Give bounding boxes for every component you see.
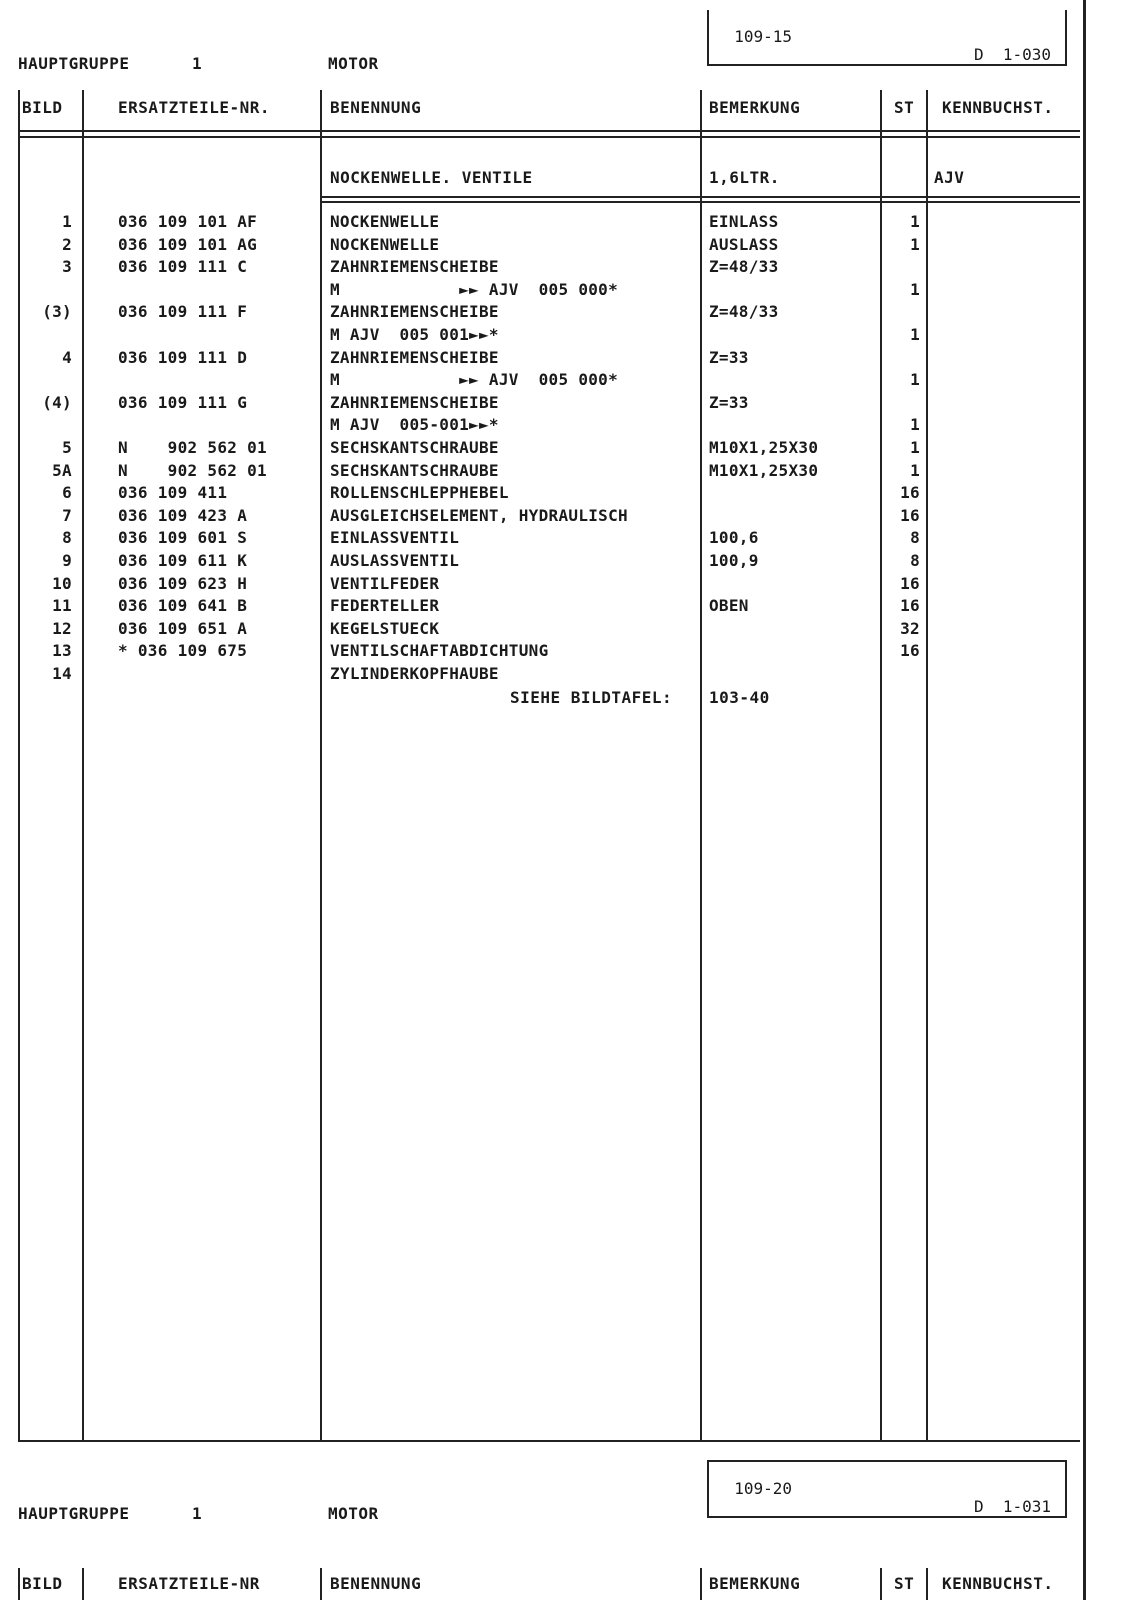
row-part-no: 036 109 423 A (118, 505, 248, 525)
row-name: ZAHNRIEMENSCHEIBE (330, 302, 499, 322)
row-bild: (4) (42, 392, 72, 412)
row-qty: 16 (900, 596, 920, 616)
row-name: VENTILFEDER (330, 573, 440, 593)
row-name: KEGELSTUECK (330, 618, 440, 638)
row-name: SECHSKANTSCHRAUBE (330, 438, 499, 457)
next-col-name: BENENNUNG (330, 1574, 422, 1593)
row-bild: 13 (52, 641, 72, 661)
row-part-no: 036 109 611 K (118, 551, 248, 570)
row-remark: Z=33 (709, 392, 749, 412)
row-part-no: * 036 109 675 (118, 641, 248, 661)
col-line-remark (880, 90, 882, 1440)
row-part-no: 036 109 651 A (118, 618, 248, 638)
next-col-line-remark (880, 1568, 882, 1600)
next-col-code: KENNBUCHST. (942, 1574, 1054, 1593)
row-qty: 16 (900, 573, 920, 593)
next-col-remark: BEMERKUNG (709, 1574, 801, 1593)
row-remark: 100,6 (709, 528, 759, 548)
row-bild: 14 (52, 664, 72, 683)
row-part-no: 036 109 111 G (118, 392, 248, 412)
row-name: VENTILSCHAFTABDICHTUNG (330, 641, 549, 661)
row-name: AUSGLEICHSELEMENT, HYDRAULISCH (330, 505, 628, 525)
row-name: ZAHNRIEMENSCHEIBE (330, 347, 499, 367)
next-col-qty: ST (894, 1574, 915, 1593)
col-part-no: ERSATZTEILE-NR. (118, 98, 270, 117)
row-remark: 100,9 (709, 551, 759, 570)
row-qty: 1 (910, 438, 920, 457)
row-bild: 1 (62, 212, 72, 231)
row-part-no: N 902 562 01 (118, 460, 267, 480)
col-code: KENNBUCHST. (942, 98, 1054, 117)
col-line-name (700, 90, 702, 1440)
see-also-ref: 103-40 (709, 688, 770, 707)
col-line-bild (82, 90, 84, 1440)
row-bild: 5A (52, 460, 72, 480)
row-bild: 6 (62, 483, 72, 503)
row-remark: OBEN (709, 596, 749, 616)
row-qty: 16 (900, 641, 920, 661)
section-remark: 1,6LTR. (709, 168, 780, 187)
row-bild: 5 (62, 438, 72, 457)
row-name: ZAHNRIEMENSCHEIBE (330, 392, 499, 412)
row-qty: 1 (910, 325, 920, 344)
row-bild: 12 (52, 618, 72, 638)
next-col-line-name (700, 1568, 702, 1600)
bottom-ref-left: 109-20 (734, 1479, 793, 1498)
row-bild: 7 (62, 505, 72, 525)
next-col-line-qty (926, 1568, 928, 1600)
next-col-part-no: ERSATZTEILE-NR (118, 1574, 260, 1593)
row-part-no: 036 109 101 AF (118, 212, 258, 231)
row-qty: 1 (910, 460, 920, 480)
row-qty: 1 (910, 279, 920, 299)
row-name: AUSLASSVENTIL (330, 551, 460, 570)
row-bild: (3) (42, 302, 72, 322)
right-page-border (1083, 0, 1086, 1600)
row-qty: 1 (910, 212, 920, 231)
top-ref-left: 109-15 (734, 27, 793, 46)
row-part-no: N 902 562 01 (118, 438, 267, 457)
row-name: NOCKENWELLE (330, 212, 440, 231)
row-name: M ►► AJV 005 000* (330, 370, 619, 390)
header-rule-1 (18, 130, 1080, 132)
section-rule-1 (320, 196, 1080, 198)
row-name: M ►► AJV 005 000* (330, 279, 619, 299)
row-remark: Z=48/33 (709, 257, 779, 277)
group-number: 1 (192, 54, 203, 73)
row-qty: 1 (910, 234, 920, 254)
next-group-label: HAUPTGRUPPE (18, 1504, 130, 1523)
row-name: EINLASSVENTIL (330, 528, 460, 548)
row-qty: 16 (900, 483, 920, 503)
bottom-reference (707, 1460, 1067, 1518)
top-ref-right: D 1-030 (973, 45, 1051, 64)
row-remark: AUSLASS (709, 234, 779, 254)
bottom-ref-right: D 1-031 (973, 1497, 1051, 1516)
group-label: HAUPTGRUPPE (18, 54, 130, 73)
next-group-number: 1 (192, 1504, 203, 1523)
col-name: BENENNUNG (330, 98, 422, 117)
row-part-no: 036 109 111 D (118, 347, 248, 367)
section-code: AJV (934, 168, 965, 187)
top-reference (707, 10, 1067, 66)
next-group-name: MOTOR (328, 1504, 379, 1523)
section-title: NOCKENWELLE. VENTILE (330, 168, 533, 187)
row-bild: 9 (62, 551, 72, 570)
next-col-line-part (320, 1568, 322, 1600)
col-line-left (18, 90, 20, 1440)
row-remark: Z=48/33 (709, 302, 779, 322)
row-name: FEDERTELLER (330, 596, 440, 616)
row-name: M AJV 005-001►►* (330, 415, 499, 435)
row-part-no: 036 109 641 B (118, 596, 248, 616)
row-qty: 32 (900, 618, 920, 638)
col-remark: BEMERKUNG (709, 98, 801, 117)
row-part-no: 036 109 411 (118, 483, 228, 503)
header-rule-2 (18, 136, 1080, 138)
next-col-line-left (18, 1568, 20, 1600)
row-qty: 16 (900, 505, 920, 525)
row-qty: 1 (910, 415, 920, 435)
next-col-line-bild (82, 1568, 84, 1600)
see-also-label: SIEHE BILDTAFEL: (510, 688, 673, 707)
col-bild: BILD (22, 98, 63, 117)
row-bild: 4 (62, 347, 72, 367)
col-line-part (320, 90, 322, 1440)
table-bottom-rule (18, 1440, 1080, 1442)
row-remark: EINLASS (709, 212, 779, 231)
row-name: M AJV 005 001►►* (330, 325, 499, 344)
row-name: ROLLENSCHLEPPHEBEL (330, 483, 509, 503)
row-qty: 8 (910, 528, 920, 548)
row-bild: 2 (62, 234, 72, 254)
section-rule-2 (320, 201, 1080, 203)
row-name: SECHSKANTSCHRAUBE (330, 460, 499, 480)
row-part-no: 036 109 111 C (118, 257, 248, 277)
col-qty: ST (894, 98, 915, 117)
row-remark: Z=33 (709, 347, 749, 367)
col-line-qty (926, 90, 928, 1440)
next-col-bild: BILD (22, 1574, 63, 1593)
row-part-no: 036 109 111 F (118, 302, 248, 322)
row-bild: 3 (62, 257, 72, 277)
row-remark: M10X1,25X30 (709, 460, 819, 480)
row-qty: 8 (910, 551, 920, 570)
group-name: MOTOR (328, 54, 379, 73)
row-bild: 10 (52, 573, 72, 593)
row-part-no: 036 109 623 H (118, 573, 248, 593)
row-name: ZAHNRIEMENSCHEIBE (330, 257, 499, 277)
row-remark: M10X1,25X30 (709, 438, 819, 457)
row-name: ZYLINDERKOPFHAUBE (330, 664, 499, 683)
row-part-no: 036 109 601 S (118, 528, 248, 548)
row-qty: 1 (910, 370, 920, 390)
row-part-no: 036 109 101 AG (118, 234, 258, 254)
row-bild: 11 (52, 596, 72, 616)
row-bild: 8 (62, 528, 72, 548)
row-name: NOCKENWELLE (330, 234, 440, 254)
